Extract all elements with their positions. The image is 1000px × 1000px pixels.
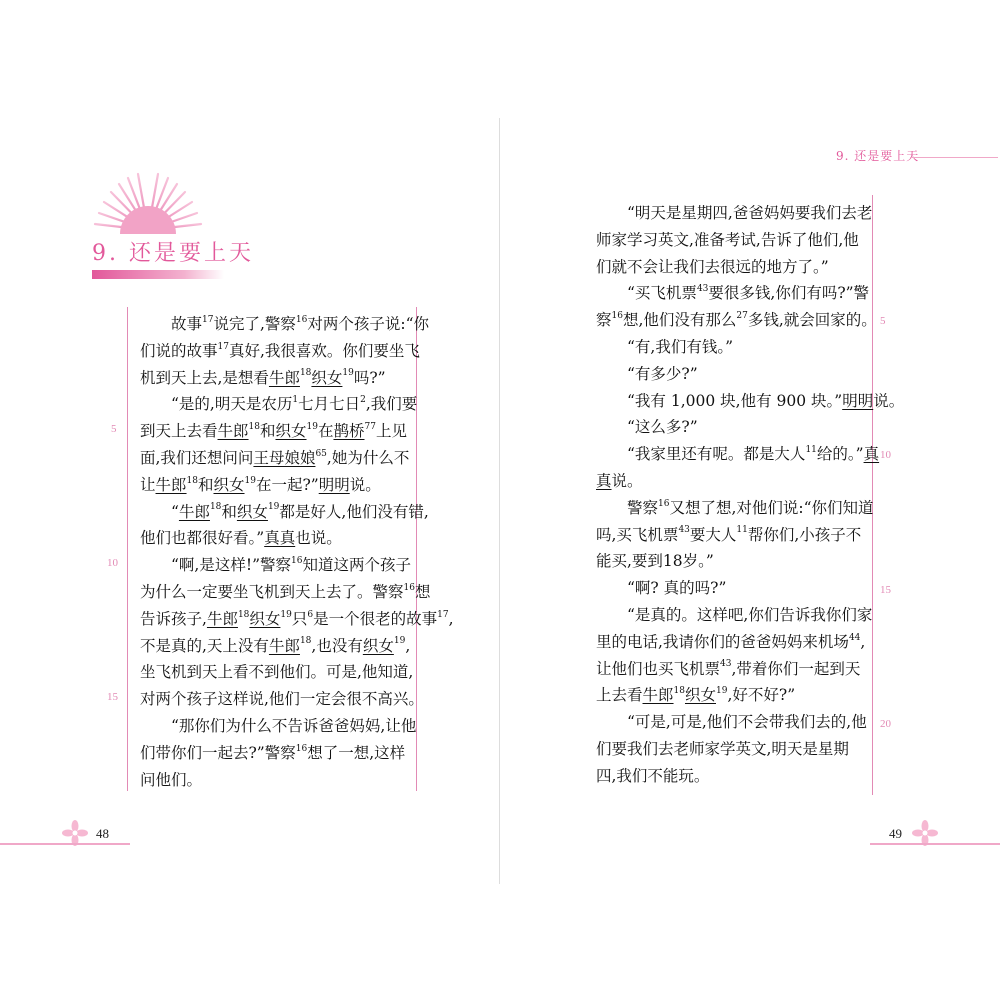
line-number: 20 (880, 718, 891, 730)
right-body-text: “明天是星期四,爸爸妈妈要我们去老 师家学习英文,准备考试,告诉了他们,他 们就不会让我们去很远的地方了。” “买飞机票$^{43}$要很多钱,你们有吗?”警 察$^{16}$想,他们没有那么$^{27}$多钱,就会回家的。 “有,我们有钱。” “有多少?” “我有 1,000 块,他有 900 块。”明明说。 “这么多?” “我家里还有呢。都是大人$^{11}$给的。”真 真说。 警察$^{16}$又想了想,对他们说:“你们知道 吗,买飞机票$^{43}$要大人$^{11}$帮你们,小孩子不 能买,要到18岁。” “啊? 真的吗?” “是真的。这样吧,你们告诉我你们家 里的电话,我请你们的爸爸妈妈来机场$^{44}$, 让他们也买飞机票$^{43}$,带着你们一起到天 上去看牛郎$^{18}$织女$^{19}$,好不好?” “可是,可是,他们不会带我们去的,他 们要我们去老师家学英文,明天是星期 四,我们不能玩。 (596, 204, 905, 785)
sunburst-icon (92, 168, 204, 234)
chapter-title: 9. 还是要上天 (92, 241, 254, 266)
line-number: 5 (111, 423, 117, 435)
title-underbar (92, 270, 224, 279)
page-number-left: 48 (96, 826, 109, 841)
line-number: 10 (107, 557, 118, 569)
line-number: 15 (107, 691, 118, 703)
footer-rule-right (870, 843, 1000, 845)
page-number-right: 49 (889, 826, 902, 841)
book-spine (499, 118, 500, 884)
line-number: 15 (880, 584, 891, 596)
line-number: 5 (880, 315, 886, 327)
footer-rule-left (0, 843, 130, 845)
left-body-text: 故事$^{17}$说完了,警察$^{16}$对两个孩子说:“你 们说的故事$^{17}$真好,我很喜欢。你们要坐飞 机到天上去,是想看牛郎$^{18}$织女$^{19}$吗?” “是的,明天是农历$^1$七月七日$^2$,我们要 到天上去看牛郎$^{18}$和织女$^{19}$在鹊桥$^{77}$上见 面,我们还想问问王母娘娘$^{65}$,她为什么不 让牛郎$^{18}$和织女$^{19}$在一起?”明明说。 “牛郎$^{18}$和织女$^{19}$都是好人,他们没有错, 他们也都很好看。”真真也说。 “啊,是这样!”警察$^{16}$知道这两个孩子 为什么一定要坐飞机到天上去了。警察$^{16}$想 告诉孩子,牛郎$^{18}$织女$^{19}$只$^6$是一个很老的故事$^{17}$, 不是真的,天上没有牛郎$^{18}$,也没有织女$^{19}$, 坐飞机到天上看不到他们。可是,他知道, 对两个孩子这样说,他们一定会很不高兴。 “那你们为什么不告诉爸爸妈妈,让他 们带你们一起去?”警察$^{16}$想了一想,这样 问他们。 (140, 314, 454, 789)
line-number: 10 (880, 449, 891, 461)
running-head: 9. 还是要上天 (836, 149, 920, 163)
running-head-rule (910, 157, 998, 158)
